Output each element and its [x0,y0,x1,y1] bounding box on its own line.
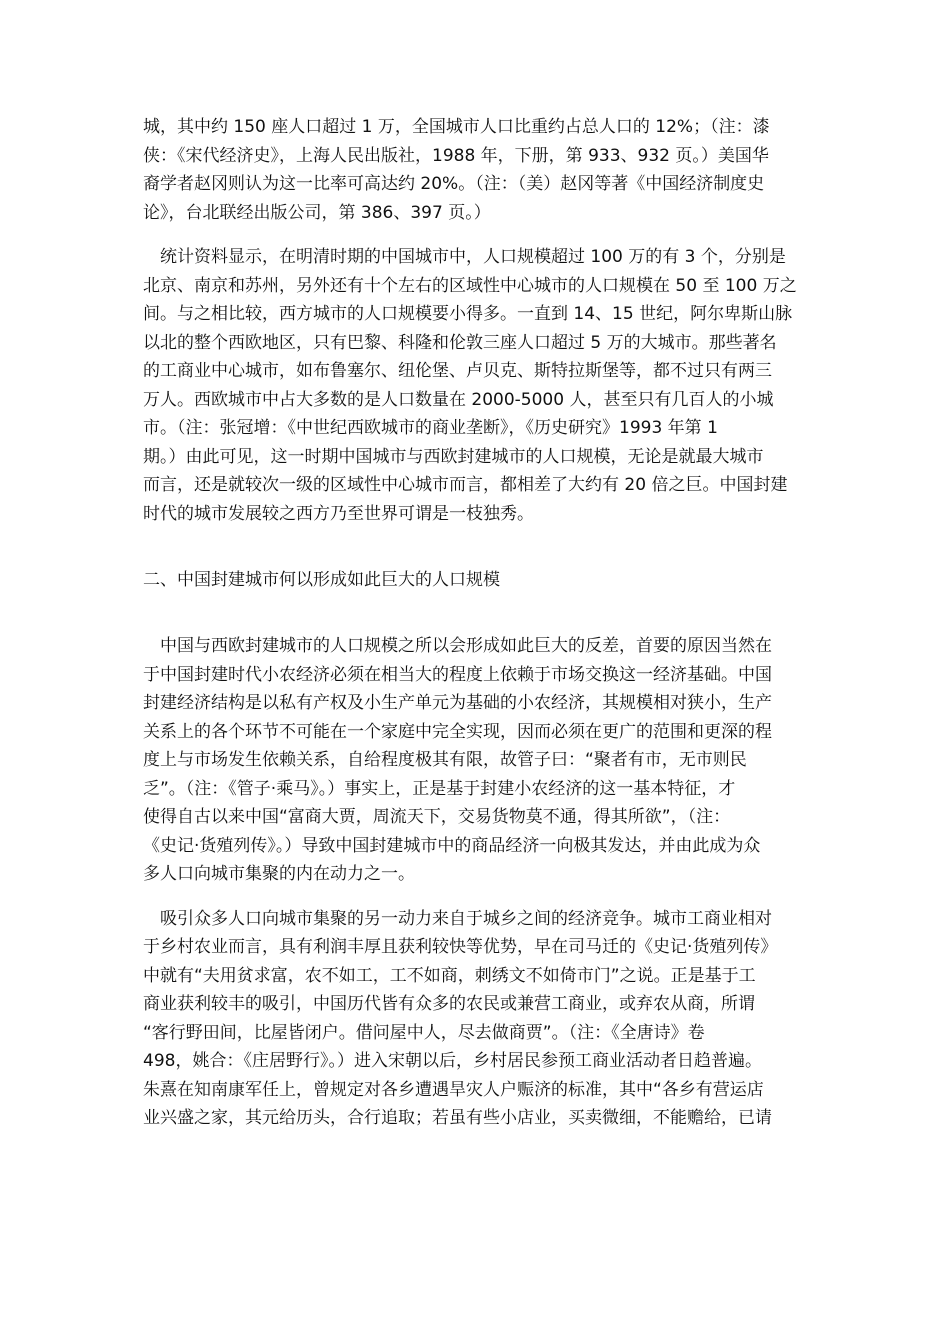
text-line: “客行野田间，比屋皆闭户。借问屋中人，尽去做商贾”。（注：《全唐诗》卷 [143,1022,705,1043]
text-line: 商业获利较丰的吸引，中国历代皆有众多的农民或兼营工商业，或弃农从商，所谓 [143,994,755,1014]
text-line: 498，姚合：《庄居野行》。）进入宋朝以后，乡村居民参预工商业活动者日趋普遍。 [143,1051,762,1071]
text-line: 期。）由此可见，这一时期中国城市与西欧封建城市的人口规模，无论是就最大城市 [143,446,764,467]
text-line: 业兴盛之家，其元给历头，合行追取；若虽有些小店业，买卖微细，不能赡给，已请 [143,1108,772,1128]
paragraph-3 [143,632,809,889]
text-line: 度上与市场发生依赖关系，自给程度极其有限，故管子曰：“聚者有市，无市则民 [143,750,747,770]
document-page [143,113,809,1133]
text-line: 中国与西欧封建城市的人口规模之所以会形成如此巨大的反差，首要的原因当然在 [143,636,772,656]
text-line: 裔学者赵冈则认为这一比率可高达约 20%。（注：（美）赵冈等著《中国经济制度史 [143,174,765,194]
paragraph-2 [143,243,809,528]
text-line: 北京、南京和苏州，另外还有十个左右的区域性中心城市的人口规模在 50 至 100 万之 [143,275,797,296]
text-line: 封建经济结构是以私有产权及小生产单元为基础的小农经济，其规模相对狭小，生产 [143,693,772,713]
text-line: 关系上的各个环节不可能在一个家庭中完全实现，因而必须在更广的范围和更深的程 [143,721,772,742]
text-line: 论》，台北联经出版公司，第 386、397 页。） [143,202,491,223]
text-line: 市。（注：张冠增：《中世纪西欧城市的商业垄断》，《历史研究》1993 年第 1 [143,418,718,438]
text-line: 城，其中约 150 座人口超过 1 万，全国城市人口比重约占总人口的 12%；（注：漆 [143,117,770,137]
text-line: 于乡村农业而言，具有利润丰厚且获利较快等优势，早在司马迁的《史记·货殖列传》 [143,937,778,957]
text-line: 时代的城市发展较之西方乃至世界可谓是一枝独秀。 [143,503,534,524]
text-line: 于中国封建时代小农经济必须在相当大的程度上依赖于市场交换这一经济基础。中国 [143,664,772,685]
text-line: 朱熹在知南康军任上，曾规定对各乡遭遇旱灾人户赈济的标准，其中“各乡有营运店 [143,1079,764,1100]
text-line: 乏”。（注：《管子·乘马》。）事实上，正是基于封建小农经济的这一基本特征，才 [143,778,736,799]
section-gap [143,594,809,632]
text-line: 使得自古以来中国“富商大贾，周流天下，交易货物莫不通，得其所欲”，（注： [143,807,731,827]
text-line: 统计资料显示，在明清时期的中国城市中，人口规模超过 100 万的有 3 个，分别是 [143,247,786,267]
section-heading: 二、中国封建城市何以形成如此巨大的人口规模 [143,570,500,590]
text-line: 的工商业中心城市，如布鲁塞尔、纽伦堡、卢贝克、斯特拉斯堡等，都不过只有两三 [143,361,772,381]
text-line: 以北的整个西欧地区，只有巴黎、科隆和伦敦三座人口超过 5 万的大城市。那些著名 [143,332,777,353]
text-line: 多人口向城市集聚的内在动力之一。 [143,864,415,884]
text-line: 中就有“夫用贫求富，农不如工，工不如商，刺绣文不如倚市门”之说。正是基于工 [143,965,756,986]
text-line: 间。与之相比较，西方城市的人口规模要小得多。一直到 14、15 世纪，阿尔卑斯山脉 [143,304,793,324]
text-line: 《史记·货殖列传》。）导致中国封建城市中的商品经济一向极其发达，并由此成为众 [143,835,761,856]
text-line: 万人。西欧城市中占大多数的是人口数量在 2000-5000 人，甚至只有几百人的小城 [143,389,774,410]
text-line: 侠：《宋代经济史》，上海人民出版社，1988 年，下册，第 933、932 页。）美国华 [143,145,769,166]
text-line: 吸引众多人口向城市集聚的另一动力来自于城乡之间的经济竞争。城市工商业相对 [143,908,772,929]
paragraph-4 [143,905,809,1133]
paragraph-gap [143,227,809,243]
paragraph-1 [143,113,809,227]
paragraph-gap [143,889,809,905]
section-gap [143,528,809,566]
text-line: 而言，还是就较次一级的区域性中心城市而言，都相差了大约有 20 倍之巨。中国封建 [143,475,788,495]
